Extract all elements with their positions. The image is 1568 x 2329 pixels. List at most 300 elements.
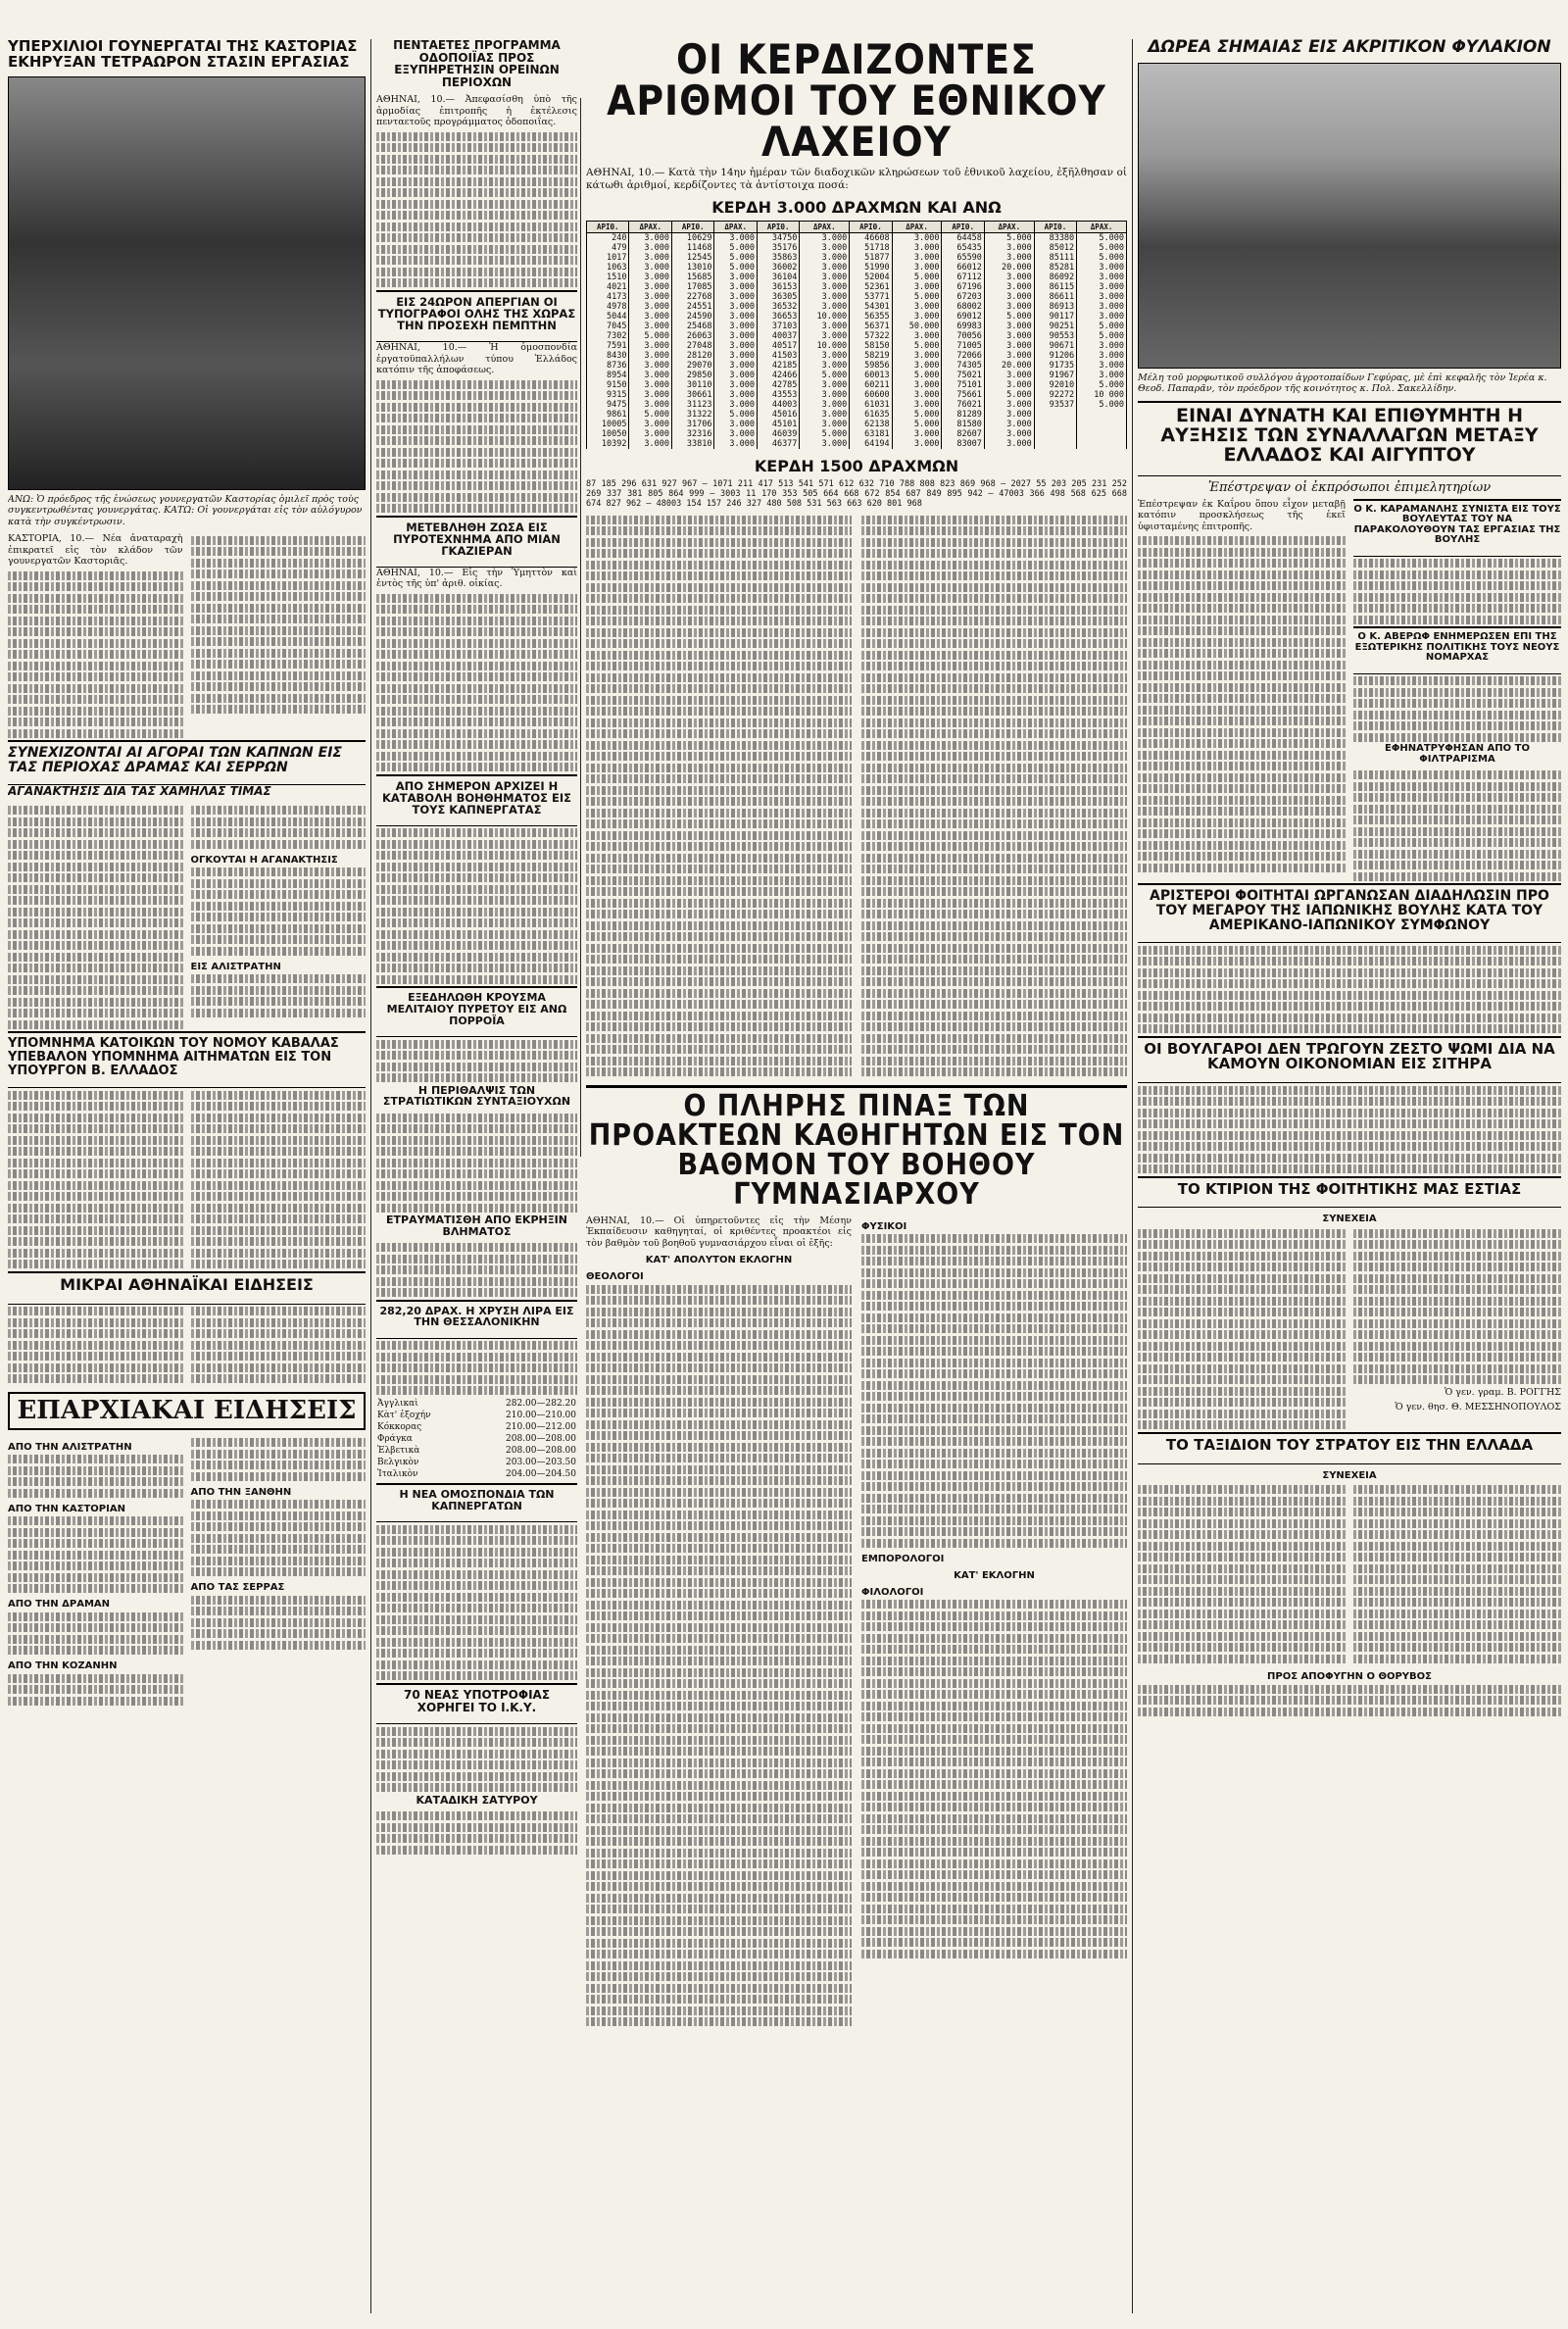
text-line: [861, 1915, 1127, 1924]
table-cell: 40037: [757, 331, 799, 341]
table-cell: 58150: [850, 341, 892, 351]
table-row: [587, 312, 1127, 322]
table-cell: [1034, 420, 1076, 429]
table-cell: 31123: [671, 400, 713, 410]
table-row: [587, 302, 1127, 312]
text-line: [861, 887, 1127, 896]
table-cell: 61635: [850, 410, 892, 420]
table-cell: 9150: [587, 380, 629, 390]
table-cell: 3.000: [1077, 361, 1127, 371]
table-cell: 76021: [942, 400, 984, 410]
table-cell: 3.000: [984, 341, 1034, 351]
coin-price: 203.00—203.50: [506, 1458, 576, 1468]
table-cell: 37103: [757, 322, 799, 331]
text-line: [586, 1792, 852, 1801]
text-line: [861, 1302, 1127, 1311]
text-line: [861, 910, 1127, 918]
table-cell: 91735: [1034, 361, 1076, 371]
text-line: [861, 1268, 1127, 1277]
table-cell: 5.000: [800, 371, 850, 380]
table-cell: 5.000: [1077, 400, 1127, 410]
text-line: [861, 1460, 1127, 1468]
text-line: [861, 1724, 1127, 1733]
text-line: [861, 1527, 1127, 1536]
table-cell: 3.000: [800, 410, 850, 420]
text-line: [586, 549, 852, 558]
table-cell: 3.000: [714, 273, 757, 282]
table-header: ΔΡΑΧ.: [984, 222, 1034, 233]
table-cell: 36532: [757, 302, 799, 312]
text-line: [586, 1386, 852, 1395]
text-line: [586, 854, 852, 863]
text-line: [586, 1521, 852, 1530]
table-cell: 3.000: [984, 380, 1034, 390]
text-line: [586, 1285, 852, 1294]
table-cell: 3.000: [629, 351, 671, 361]
text-line: [861, 684, 1127, 693]
table-cell: 3.000: [984, 331, 1034, 341]
table-cell: 3.000: [984, 410, 1034, 420]
table-cell: 72066: [942, 351, 984, 361]
table-cell: 71005: [942, 341, 984, 351]
text-line: [586, 797, 852, 806]
table-cell: 90251: [1034, 322, 1076, 331]
table-row: [587, 243, 1127, 253]
lottery-intro: ΑΘΗΝΑΙ, 10.— Κατὰ τὴν 14ην ἡμέραν τῶν διαδοχικῶν κληρώσεων τοῦ ἐθνικοῦ λαχείου, ἐξῆλθησαν οἱ κάτωθι ἀριθμοί, κερδίζοντες τὰ ἀντίστοιχα ποσά:: [586, 167, 1127, 191]
table-cell: 3.000: [714, 439, 757, 449]
table-cell: 93537: [1034, 400, 1076, 410]
column-rule: [580, 98, 581, 1157]
text-line: [586, 764, 852, 772]
table-cell: 3.000: [629, 380, 671, 390]
text-line: [586, 809, 852, 818]
coin-price: 208.00—208.00: [506, 1446, 576, 1457]
headline-army-trip: ΤΟ ΤΑΞΙΔΙΟΝ ΤΟΥ ΣΤΡΑΤΟΥ ΕΙΣ ΤΗΝ ΕΛΛΑΔΑ: [1165, 1435, 1534, 1454]
text-line: [586, 1916, 852, 1925]
table-cell: 5.000: [1077, 380, 1127, 390]
table-cell: 69012: [942, 312, 984, 322]
text-line: [586, 1318, 852, 1327]
table-cell: 11468: [671, 243, 713, 253]
table-cell: [1077, 429, 1127, 439]
table-cell: 5.000: [714, 410, 757, 420]
text-line: [861, 1471, 1127, 1480]
table-cell: 10392: [587, 439, 629, 449]
text-line: [586, 1679, 852, 1688]
table-cell: 63181: [850, 429, 892, 439]
table-cell: 64458: [942, 233, 984, 244]
table-cell: 10050: [587, 429, 629, 439]
table-header: ΑΡΙΘ.: [942, 222, 984, 233]
table-cell: 91206: [1034, 351, 1076, 361]
table-cell: 10.000: [800, 341, 850, 351]
table-cell: 27048: [671, 341, 713, 351]
table-cell: 5.000: [892, 292, 942, 302]
table-cell: 3.000: [714, 322, 757, 331]
table-cell: 3.000: [984, 273, 1034, 282]
text-line: [586, 1882, 852, 1891]
text-line: [586, 989, 852, 998]
text-line: [586, 1611, 852, 1620]
table-cell: 3.000: [892, 253, 942, 263]
table-cell: 3.000: [800, 302, 850, 312]
table-cell: 69983: [942, 322, 984, 331]
headline-flag: ΔΩΡΕΑ ΣΗΜΑΙΑΣ ΕΙΣ ΑΚΡΙΤΙΚΟΝ ΦΥΛΑΚΙΟΝ: [1148, 39, 1551, 57]
table-row: [587, 292, 1127, 302]
photo-caption: ΑΝΩ: Ὁ πρόεδρος τῆς ἑνώσεως γουνεργατῶν Καστορίας ὁμιλεῖ πρὸς τοὺς συγκεντρωθέντας γουνεργάτας. ΚΑΤΩ: Οἱ γουνεργάται εἰς τὸν αὐλόγυρον κατὰ τὴν συγκέντρωσιν.: [8, 493, 363, 527]
text-line: [586, 1769, 852, 1778]
text-line: [861, 966, 1127, 975]
text-line: [586, 1012, 852, 1020]
table-cell: 36002: [757, 263, 799, 273]
photo-caption: Μέλη τοῦ μορφωτικοῦ συλλόγου ἀγροτοπαίδων Γεφύρας, μὲ ἐπὶ κεφαλῆς τὸν Ἱερέα κ. Θεοδ. Παπαρᾶν, τὸν πρόεδρον τῆς κοινότητος κ. Πολ. Σακελλίδην.: [1138, 372, 1547, 395]
table-header: ΑΡΙΘ.: [671, 222, 713, 233]
table-cell: 91967: [1034, 371, 1076, 380]
text-line: [586, 1871, 852, 1880]
text-line: [861, 1657, 1127, 1665]
text-line: [586, 921, 852, 930]
text-line: [861, 1758, 1127, 1766]
column-1: [8, 39, 366, 2313]
text-line: [586, 932, 852, 941]
text-line: [586, 1826, 852, 1835]
table-cell: 83380: [1034, 233, 1076, 244]
table-cell: 33810: [671, 439, 713, 449]
table-cell: 3.000: [984, 322, 1034, 331]
table-row: [587, 429, 1127, 439]
headline-karamanlis: Ο Κ. ΚΑΡΑΜΑΝΛΗΣ ΣΥΝΙΣΤΑ ΕΙΣ ΤΟΥΣ ΒΟΥΛΕΥΤΑΣ ΤΟΥ ΝΑ ΠΑΡΑΚΟΛΟΥΘΟΥΝ ΤΑΣ ΕΡΓΑΣΙΑΣ ΤΗΣ ΒΟΥΛΗΣ: [1353, 503, 1561, 546]
table-cell: 75021: [942, 371, 984, 380]
table-cell: 60013: [850, 371, 892, 380]
text-line: [586, 977, 852, 986]
table-cell: 5.000: [1077, 253, 1127, 263]
text-line: [861, 1690, 1127, 1699]
text-line: [861, 1712, 1127, 1721]
text-line: [586, 538, 852, 547]
table-cell: 59856: [850, 361, 892, 371]
table-header: ΔΡΑΧ.: [629, 222, 671, 233]
table-cell: 3.000: [1077, 341, 1127, 351]
table-cell: 51877: [850, 253, 892, 263]
text-line: [861, 1313, 1127, 1322]
table-header: ΑΡΙΘ.: [587, 222, 629, 233]
table-cell: 3.000: [984, 243, 1034, 253]
headline-tobacco: ΣΥΝΕΧΙΖΟΝΤΑΙ ΑΙ ΑΓΟΡΑΙ ΤΩΝ ΚΑΠΝΩΝ ΕΙΣ ΤΑΣ ΠΕΡΙΟΧΑΣ ΔΡΑΜΑΣ ΚΑΙ ΣΕΡΡΩΝ: [8, 745, 342, 775]
continued-label: ΣΥΝΕΧΕΙΑ: [1322, 1469, 1377, 1481]
table-cell: 3.000: [892, 390, 942, 400]
text-line: [861, 1437, 1127, 1446]
text-line: [861, 1336, 1127, 1345]
text-line: [861, 526, 1127, 535]
text-line: [586, 1488, 852, 1497]
text-line: [586, 617, 852, 625]
table-cell: 3.000: [800, 351, 850, 361]
text-line: [586, 1859, 852, 1868]
table-cell: 58219: [850, 351, 892, 361]
table-cell: 10 000: [1077, 390, 1127, 400]
text-line: [586, 1476, 852, 1485]
table-cell: 31322: [671, 410, 713, 420]
coin-name: Βελγικὸν: [377, 1458, 419, 1468]
text-line: [861, 1882, 1127, 1891]
table-cell: 22768: [671, 292, 713, 302]
headline-typographers: ΕΙΣ 24ΩΡΟΝ ΑΠΕΡΓΙΑΝ ΟΙ ΤΥΠΟΓΡΑΦΟΙ ΟΛΗΣ ΤΗΣ ΧΩΡΑΣ ΤΗΝ ΠΡΟΣΕΧΗ ΠΕΜΠΤΗΝ: [377, 294, 576, 332]
table-row: [587, 420, 1127, 429]
table-cell: 5.000: [892, 341, 942, 351]
text-line: [861, 1067, 1127, 1076]
table-cell: 5.000: [800, 429, 850, 439]
table-cell: 3.000: [892, 351, 942, 361]
table-cell: 3.000: [984, 439, 1034, 449]
table-cell: 1017: [587, 253, 629, 263]
text-line: [861, 1022, 1127, 1031]
table-cell: 5.000: [1077, 322, 1127, 331]
table-cell: 3.000: [984, 371, 1034, 380]
table-cell: 3.000: [800, 263, 850, 273]
table-cell: 3.000: [629, 292, 671, 302]
text-line: [586, 842, 852, 851]
table-cell: 1063: [587, 263, 629, 273]
coin-name: Κὰτ' ἐξοχήν: [377, 1411, 431, 1421]
table-cell: 61031: [850, 400, 892, 410]
table-cell: 50.000: [892, 322, 942, 331]
text-line: [861, 1279, 1127, 1288]
text-line: [586, 1045, 852, 1054]
table-cell: 29850: [671, 371, 713, 380]
lottery-subhead-3000: ΚΕΡΔΗ 3.000 ΔΡΑΧΜΩΝ ΚΑΙ ΑΝΩ: [711, 198, 1002, 217]
table-cell: 3.000: [629, 322, 671, 331]
text-line: [586, 1927, 852, 1936]
text-line: [586, 561, 852, 570]
text-line: [861, 932, 1127, 941]
signature: Ὁ γεν. γραμ. Β. ΡΟΓΓΗΣ: [1445, 1386, 1561, 1398]
text-line: [586, 1454, 852, 1462]
text-line: [586, 831, 852, 840]
table-row: [587, 351, 1127, 361]
text-line: [861, 1505, 1127, 1513]
table-cell: 3.000: [800, 439, 850, 449]
table-cell: 25468: [671, 322, 713, 331]
text-line: [586, 741, 852, 750]
text-line: [861, 1814, 1127, 1823]
section-label: ΑΠΟ ΤΗΝ ΔΡΑΜΑΝ: [8, 1599, 110, 1610]
table-row: [587, 253, 1127, 263]
text-line: [861, 538, 1127, 547]
column-rule: [1132, 39, 1133, 2313]
headline-gold-pound: 282,20 ΔΡΑΧ. Η ΧΡΥΣΗ ΛΙΡΑ ΕΙΣ ΤΗΝ ΘΕΣΣΑΛΟΝΙΚΗΝ: [379, 1304, 574, 1329]
table-row: [587, 331, 1127, 341]
table-header: ΑΡΙΘ.: [757, 222, 799, 233]
text-line: [861, 583, 1127, 592]
table-cell: 3.000: [714, 361, 757, 371]
text-line: [586, 1634, 852, 1643]
text-line: [861, 1291, 1127, 1300]
table-row: [587, 400, 1127, 410]
text-line: [861, 1769, 1127, 1778]
table-cell: [1077, 439, 1127, 449]
text-line: [586, 955, 852, 964]
headline-provincial-news: ΕΠΑΡΧΙΑΚΑΙ ΕΙΔΗΣΕΙΣ: [17, 1395, 357, 1425]
subheadline-egypt: Ἐπέστρεψαν οἱ ἐκπρόσωποι ἐπιμελητηρίων: [1207, 479, 1492, 495]
table-cell: 3.000: [800, 390, 850, 400]
table-cell: 3.000: [629, 361, 671, 371]
headline-scholarships: 70 ΝΕΑΣ ΥΠΟΤΡΟΦΙΑΣ ΧΟΡΗΓΕΙ ΤΟ Ι.Κ.Υ.: [403, 1687, 551, 1714]
text-line: [861, 1034, 1127, 1043]
section-label: ΑΠΟ ΤΗΝ ΑΛΙΣΤΡΑΤΗΝ: [8, 1441, 132, 1453]
photo-flag-donation: [1138, 63, 1561, 369]
table-cell: 12545: [671, 253, 713, 263]
coin-price: 210.00—210.00: [506, 1411, 576, 1421]
text-line: [861, 707, 1127, 716]
table-row: [587, 390, 1127, 400]
text-line: [861, 1938, 1127, 1947]
table-cell: 7045: [587, 322, 629, 331]
text-line: [861, 1950, 1127, 1958]
table-cell: 3.000: [1077, 292, 1127, 302]
table-header: ΔΡΑΧ.: [892, 222, 942, 233]
text-line: [586, 1556, 852, 1564]
text-line: [586, 1804, 852, 1812]
coin-price: 208.00—208.00: [506, 1434, 576, 1445]
table-cell: 3.000: [1077, 351, 1127, 361]
table-cell: 56355: [850, 312, 892, 322]
table-cell: 3.000: [800, 253, 850, 263]
text-line: [861, 1392, 1127, 1401]
table-cell: 44003: [757, 400, 799, 410]
table-header: ΔΡΑΧ.: [714, 222, 757, 233]
text-line: [586, 1736, 852, 1745]
table-cell: 5.000: [629, 331, 671, 341]
text-line: [861, 1000, 1127, 1009]
text-line: [586, 651, 852, 660]
table-cell: 3.000: [1077, 312, 1127, 322]
text-line: [586, 1657, 852, 1665]
text-line: [586, 1961, 852, 1970]
text-line: [861, 1803, 1127, 1811]
table-cell: 5.000: [714, 263, 757, 273]
table-cell: 45016: [757, 410, 799, 420]
text-line: [861, 561, 1127, 570]
text-line: [586, 1972, 852, 1981]
table-cell: 4978: [587, 302, 629, 312]
table-cell: 3.000: [714, 312, 757, 322]
text-line: [861, 1516, 1127, 1525]
table-cell: 24551: [671, 302, 713, 312]
table-cell: 67112: [942, 273, 984, 282]
table-cell: 67196: [942, 282, 984, 292]
text-line: [586, 662, 852, 670]
text-line: [586, 1939, 852, 1948]
table-cell: 42785: [757, 380, 799, 390]
coin-price: 204.00—204.50: [506, 1469, 576, 1480]
table-cell: 46608: [850, 233, 892, 244]
subhead: ΟΓΚΟΥΤΑΙ Η ΑΓΑΝΑΚΤΗΣΙΣ: [190, 854, 338, 866]
headline-egypt-trade: ΕΙΝΑΙ ΔΥΝΑΤΗ ΚΑΙ ΕΠΙΘΥΜΗΤΗ Η ΑΥΞΗΣΙΣ ΤΩΝ ΣΥΝΑΛΛΑΓΩΝ ΜΕΤΑΞΥ ΕΛΛΑΔΟΣ ΚΑΙ ΑΙΓΥΠΤΟΥ: [1160, 404, 1539, 466]
text-line: [586, 1057, 852, 1065]
headline-tobacco-aid: ΑΠΟ ΣΗΜΕΡΟΝ ΑΡΧΙΖΕΙ Η ΚΑΤΑΒΟΛΗ ΒΟΗΘΗΜΑΤΟΣ ΕΙΣ ΤΟΥΣ ΚΑΠΝΕΡΓΑΤΑΣ: [381, 778, 571, 817]
text-line: [586, 1724, 852, 1733]
text-line: [861, 876, 1127, 885]
text-line: [861, 1645, 1127, 1654]
table-cell: 92272: [1034, 390, 1076, 400]
text-line: [861, 1735, 1127, 1744]
table-cell: 10.000: [800, 312, 850, 322]
table-row: [587, 410, 1127, 420]
text-line: [586, 1363, 852, 1372]
table-row: [587, 263, 1127, 273]
section-label: ΑΠΟ ΤΗΝ ΞΑΝΘΗΝ: [190, 1486, 292, 1498]
table-cell: 56371: [850, 322, 892, 331]
headline-bulgaria: ΟΙ ΒΟΥΛΓΑΡΟΙ ΔΕΝ ΤΡΩΓΟΥΝ ΖΕΣΤΟ ΨΩΜΙ ΔΙΑ ΝΑ ΚΑΜΟΥΝ ΟΙΚΟΝΟΜΙΑΝ ΕΙΣ ΣΙΤΗΡΑ: [1144, 1039, 1555, 1073]
table-cell: 20.000: [984, 263, 1034, 273]
table-cell: 3.000: [800, 282, 850, 292]
text-line: [586, 1420, 852, 1429]
text-line: [861, 1825, 1127, 1834]
table-cell: 3.000: [629, 282, 671, 292]
text-line: [861, 899, 1127, 908]
table-cell: 3.000: [629, 390, 671, 400]
text-line: [586, 1623, 852, 1632]
table-cell: 81289: [942, 410, 984, 420]
text-line: [861, 797, 1127, 806]
table-cell: 3.000: [629, 243, 671, 253]
section-label: ΚΑΤ' ΕΚΛΟΓΗΝ: [954, 1569, 1035, 1581]
coin-price-table: [376, 1398, 577, 1480]
table-cell: [1034, 410, 1076, 420]
table-row: [587, 439, 1127, 449]
headline-roads: ΠΕΝΤΑΕΤΕΣ ΠΡΟΓΡΑΜΜΑ ΟΔΟΠΟΙΪΑΣ ΠΡΟΣ ΕΞΥΠΗΡΕΤΗΣΙΝ ΟΡΕΙΝΩΝ ΠΕΡΙΟΧΩΝ: [393, 39, 561, 89]
text-line: [586, 594, 852, 603]
table-cell: 3.000: [800, 400, 850, 410]
table-cell: 42466: [757, 371, 799, 380]
text-line: [861, 1747, 1127, 1756]
table-cell: 3.000: [714, 282, 757, 292]
table-cell: 31706: [671, 420, 713, 429]
headline-averof: Ο Κ. ΑΒΕΡΩΦ ΕΝΗΜΕΡΩΣΕΝ ΕΠΙ ΤΗΣ ΕΞΩΤΕΡΙΚΗΣ ΠΟΛΙΤΙΚΗΣ ΤΟΥΣ ΝΕΟΥΣ ΝΟΜΑΡΧΑΣ: [1354, 631, 1560, 664]
table-cell: 17085: [671, 282, 713, 292]
text-line: [586, 1668, 852, 1677]
table-cell: 5.000: [892, 273, 942, 282]
text-line: [586, 673, 852, 682]
text-line: [861, 606, 1127, 615]
text-line: [586, 944, 852, 953]
section-label: ΘΕΟΛΟΓΟΙ: [586, 1271, 644, 1282]
table-cell: 90553: [1034, 331, 1076, 341]
column-rule: [370, 39, 371, 2313]
section-label: ΦΙΛΟΛΟΓΟΙ: [861, 1586, 924, 1598]
headline-fever: ΕΞΕΔΗΛΩΘΗ ΚΡΟΥΣΜΑ ΜΕΛΙΤΑΙΟΥ ΠΥΡΕΤΟΥ ΕΙΣ ΑΝΩ ΠΟΡΡΟΪΑ: [386, 991, 567, 1027]
text-line: [586, 1533, 852, 1542]
table-cell: 8954: [587, 371, 629, 380]
text-line: [861, 1702, 1127, 1710]
table-cell: 3.000: [892, 400, 942, 410]
table-cell: 52361: [850, 282, 892, 292]
text-line: [586, 899, 852, 908]
text-line: [586, 1646, 852, 1655]
table-cell: 3.000: [629, 273, 671, 282]
table-cell: 86913: [1034, 302, 1076, 312]
text-line: [861, 516, 1127, 524]
table-cell: 54301: [850, 302, 892, 312]
text-line: [586, 865, 852, 873]
text-line: [861, 1369, 1127, 1378]
text-line: [861, 809, 1127, 818]
text-line: [861, 1634, 1127, 1643]
subhead: ΠΡΟΣ ΑΠΟΦΥΓΗΝ Ο ΘΟΡΥΒΟΣ: [1267, 1671, 1432, 1683]
article-fire: ΑΘΗΝΑΙ, 10.— Εἰς τὴν Ὑμηττὸν καὶ ἐντὸς τῆς ὑπ' ἀριθ. οἰκίας.: [376, 567, 577, 590]
table-cell: 65590: [942, 253, 984, 263]
article-egypt: Ἐπέστρεψαν ἐκ Καΐρου ὅπου εἶχον μεταβῇ κατόπιν προσκλήσεως τῆς ἐκεῖ ὑφισταμένης ἐπιτροπῆς.: [1138, 498, 1346, 532]
